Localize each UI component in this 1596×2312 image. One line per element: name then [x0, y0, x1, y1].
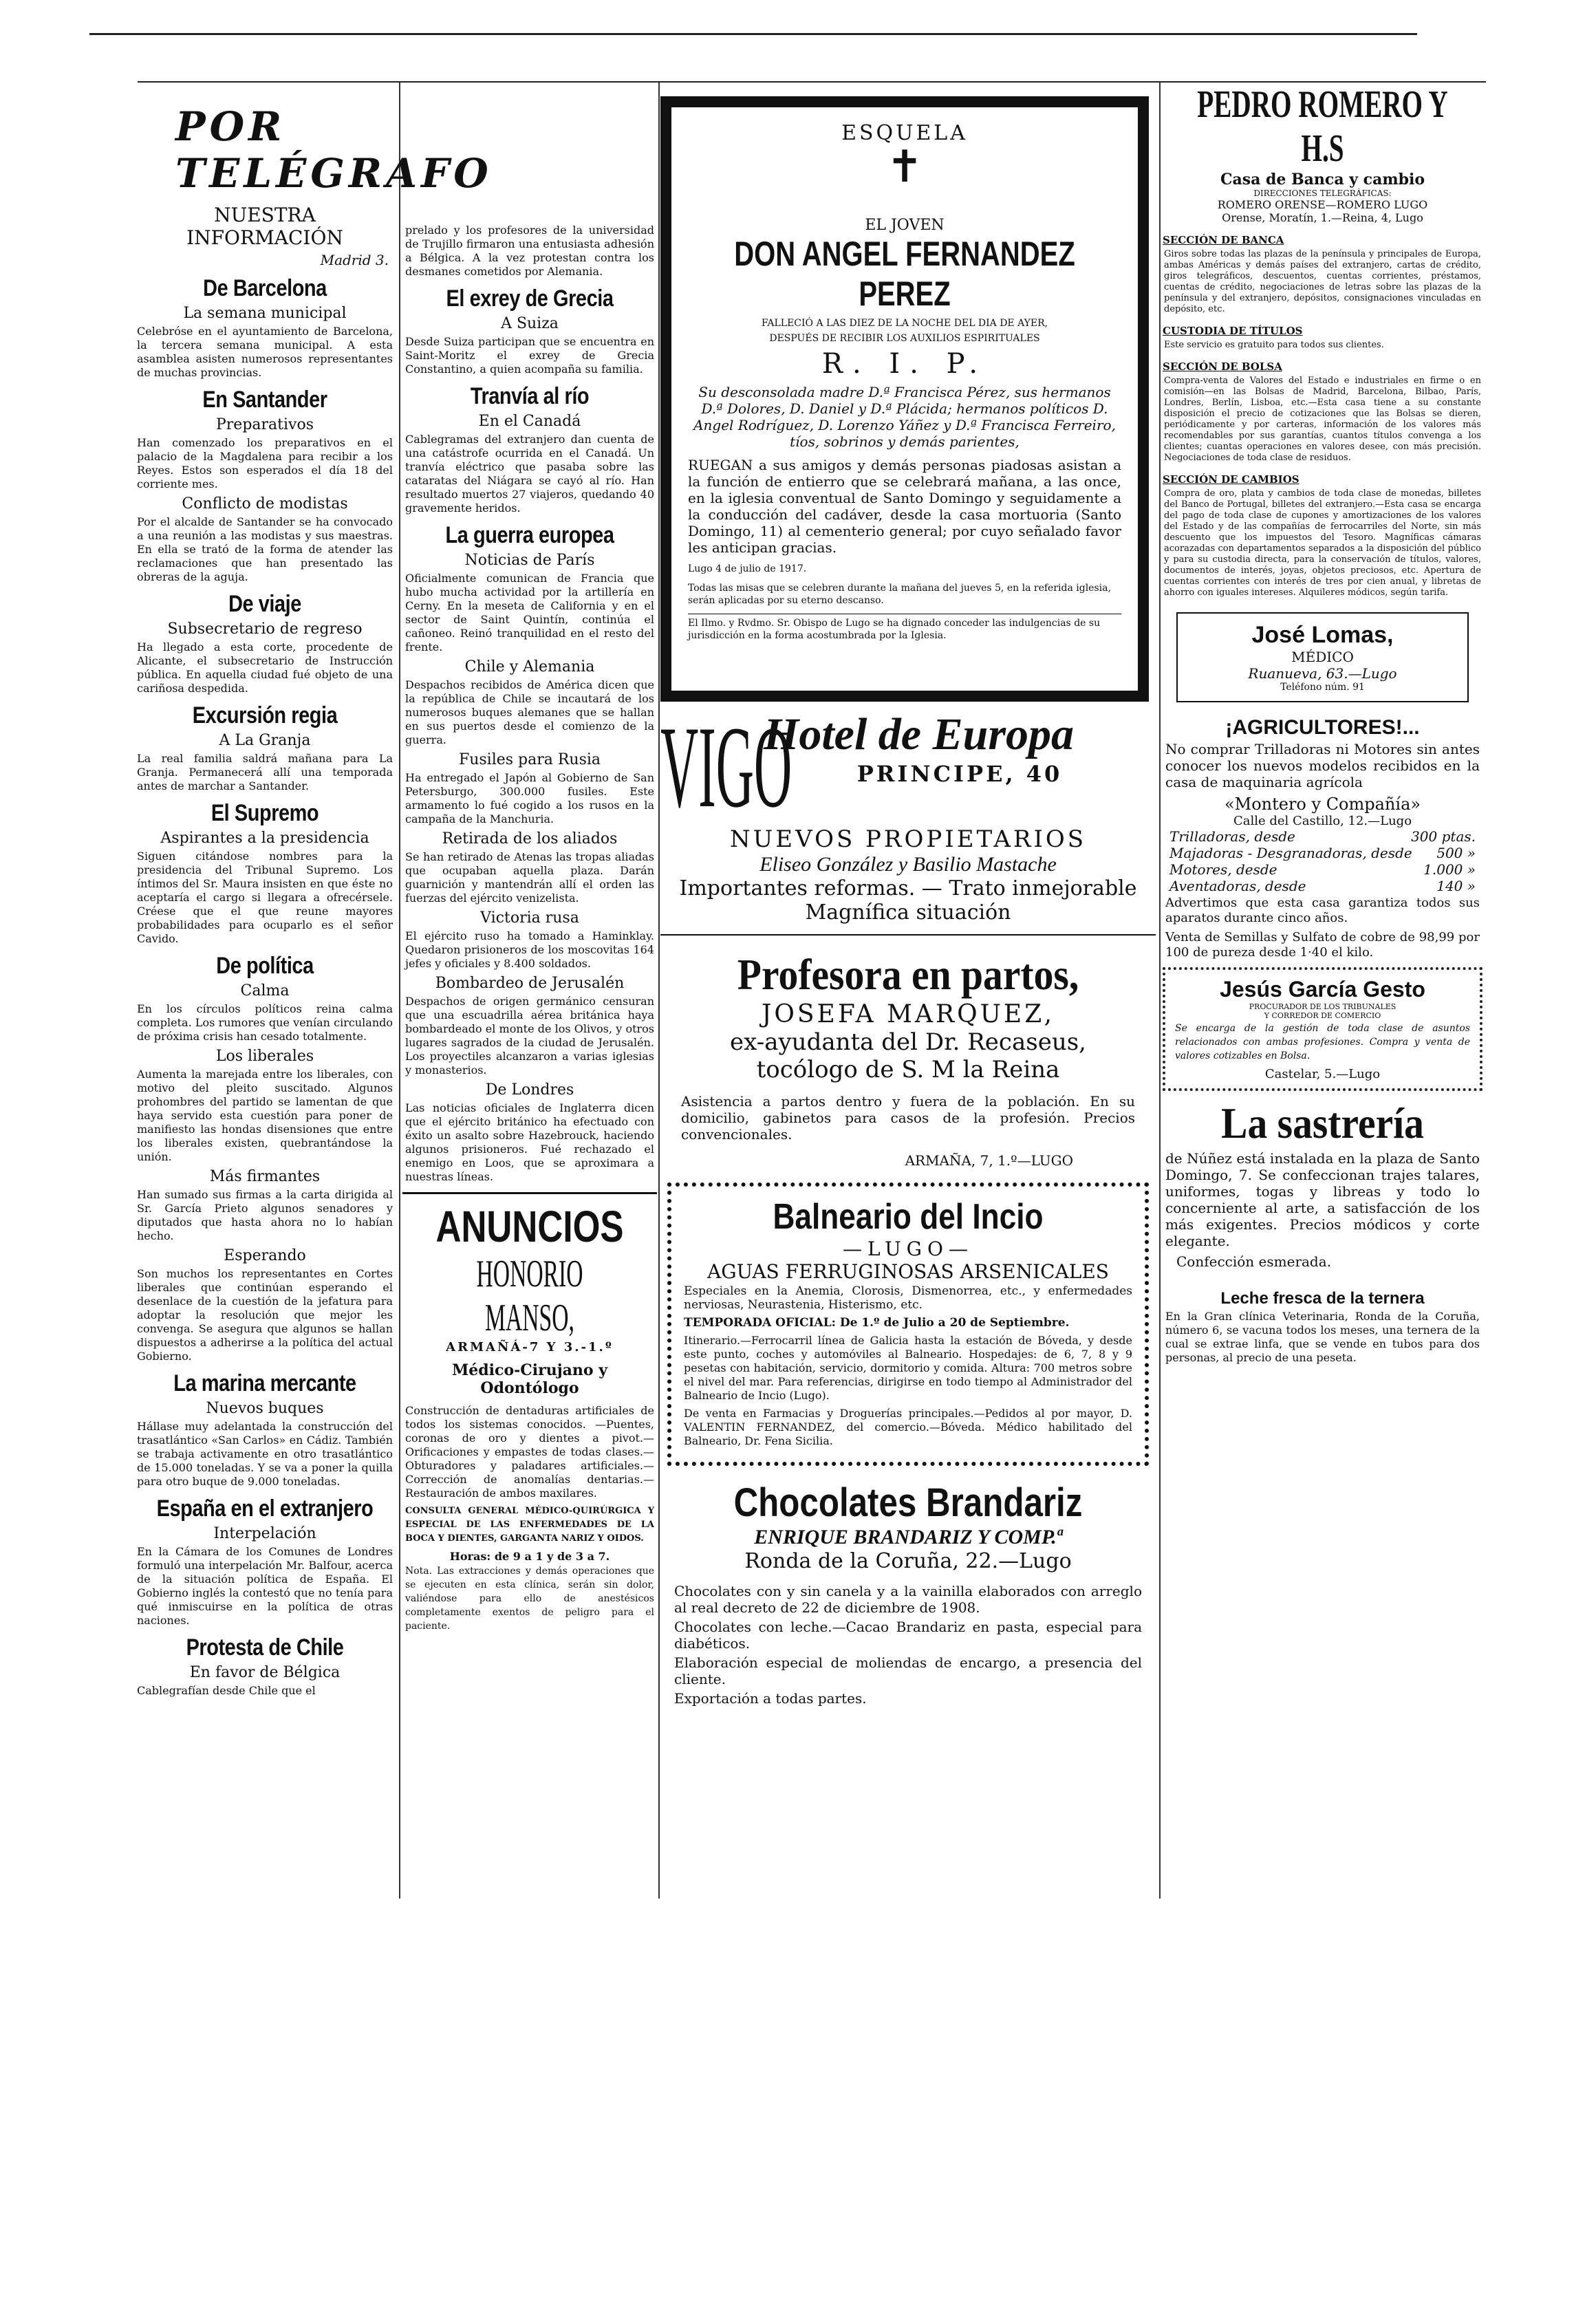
lomas-phone: Teléfono núm. 91 — [1280, 682, 1365, 693]
column-divider — [658, 83, 660, 1899]
section-subheading: Bombardeo de Jerusalén — [435, 975, 625, 992]
profesora-name: JOSEFA MARQUEZ, — [761, 1000, 1055, 1028]
romero-sub: Casa de Banca y cambio — [1220, 171, 1425, 188]
chocolates-owner: ENRIQUE BRANDARIZ Y COMP.ª — [754, 1526, 1062, 1548]
romero-section-title: SECCIÓN DE BOLSA — [1163, 360, 1282, 373]
obituary-date: Lugo 4 de julio de 1917. — [688, 563, 807, 574]
section-subheading: Chile y Alemania — [464, 658, 595, 676]
section-subheading: Victoria rusa — [480, 909, 579, 927]
agricultores-title: ¡AGRICULTORES!... — [1225, 716, 1420, 739]
honorio-nota: Nota. Las extracciones y demás operaciones que se ejecuten en esta clínica, serán sin dolor, valiéndose para ello de anestésicos completamente exentos de peligro para el paciente. — [405, 1566, 654, 1632]
section-subheading: Fusiles para Rusia — [458, 751, 601, 768]
price-row — [1169, 861, 1476, 878]
news-paragraph: Oficialmente comunican de Francia que hubo mucha actividad por la artillería en Cerny. En la meseta de California y en el sector de Saint Quintín, continúa el cañoneo. Reinó tranquilidad en el resto del frente. — [405, 572, 654, 653]
chocolates-text3: Elaboración especial de moliendas de encargo, a presencia del cliente. — [674, 1654, 1142, 1687]
hotel-address: PRINCIPE, 40 — [856, 761, 1063, 787]
news-list — [134, 275, 396, 1698]
news-paragraph: Ha llegado a esta corte, procedente de Alicante, el subsecretario de Instrucción pública. En aquella ciudad fué objeto de una cariñosa despedida. — [137, 640, 393, 695]
news-paragraph: En los círculos políticos reina calma completa. Los rumores que venían circulando de próxima crisis han cesado totalmente. — [137, 1002, 393, 1043]
section-subheading: Los liberales — [215, 1048, 314, 1065]
news-paragraph: Cablegrafían desde Chile que el — [137, 1684, 316, 1697]
honorio-title: Médico-Cirujano y Odontólogo — [451, 1361, 608, 1397]
price-item: Trilladoras, desde — [1169, 828, 1295, 845]
price-list — [1163, 828, 1482, 894]
hotel-name: Hotel de Europa — [764, 709, 1075, 759]
hotel-city: VIGO — [660, 702, 792, 832]
news-paragraph: Se han retirado de Atenas las tropas aliadas que ocupaban aquella plaza. Darán guarnición y mantendrán allí el orden las fuerzas del ejército venizelista. — [405, 850, 654, 905]
section-heading: Excursión regia — [192, 702, 338, 728]
romero-section-text: Giros sobre todas las plazas de la península y principales de Europa, ambas Américas y demás países del extranjero, cartas de crédito, giros telegráficos, descuentos, cuentas corrientes, préstamos, cuentas de crédito, negociaciones de letras sobre las plazas de la península y del extranjero, depósitos, consignaciones vinculadas en depósito, etc. — [1164, 249, 1481, 314]
price-value: 300 ptas. — [1411, 828, 1476, 845]
price-item: Motores, desde — [1169, 861, 1277, 878]
sastreria-title: La sastrería — [1221, 1099, 1424, 1147]
sastreria-confeccion: Confección esmerada. — [1176, 1253, 1332, 1270]
agricultores-text1: No comprar Trilladoras ni Motores sin antes conocer los nuevos modelos recibidos en la casa de maquinaria agrícola — [1165, 741, 1480, 790]
cross-icon: ✝ — [886, 142, 923, 193]
telegraph-column — [134, 65, 493, 1923]
leche-title: Leche fresca de la ternera — [1220, 1289, 1425, 1308]
section-subheading: Aspirantes a la presidencia — [160, 830, 369, 847]
romero-section-title: SECCIÓN DE BANCA — [1163, 234, 1284, 246]
romero-telegraf: ROMERO ORENSE—ROMERO LUGO — [1217, 198, 1428, 211]
section-subheading: Retirada de los aliados — [442, 830, 618, 847]
obituary-misas: Todas las misas que se celebren durante la mañana del jueves 5, en la referida iglesia, serán aplicadas por su eterno descanso. — [688, 583, 1111, 606]
section-subheading: Calma — [240, 982, 290, 1000]
section-heading: De política — [216, 953, 314, 979]
obituary-obispo: El Ilmo. y Rvdmo. Sr. Obispo de Lugo se ha dignado conceder las indulgencias de su jurisdicción en la forma acostumbrada por la Iglesia. — [688, 614, 1121, 642]
chocolates-text4: Exportación a todas partes. — [674, 1690, 867, 1707]
garcia-name: Jesús García Gesto — [1220, 977, 1425, 1002]
section-subheading: En el Canadá — [478, 413, 581, 430]
section-heading: De Barcelona — [203, 275, 327, 301]
lomas-address: Ruanueva, 63.—Lugo — [1248, 665, 1397, 682]
news-paragraph: Cablegramas del extranjero dan cuenta de una catástrofe ocurrida en el Canadá. Un tranvía eléctrico que pasaba sobre las cataratas del Niágara se cayó al río. Han resultado muertos 27 viajeros, quedando 40 gravemente heridos. — [405, 433, 654, 515]
romero-address: Orense, Moratín, 1.—Reina, 4, Lugo — [1222, 211, 1423, 224]
section-subheading: Conflicto de modistas — [182, 495, 348, 512]
column-divider — [1159, 83, 1161, 1899]
section-subheading: De Londres — [485, 1081, 574, 1099]
agricultores-text2: Advertimos que esta casa garantiza todos sus aparatos durante cinco años. — [1165, 896, 1480, 925]
garcia-text: Se encarga de la gestión de toda clase de asuntos relacionados con ambas profesiones. Compra y venta de valores cotizables en Bolsa. — [1175, 1023, 1470, 1061]
section-subheading: Nuevos buques — [206, 1400, 324, 1417]
hotel-nuevos: NUEVOS PROPIETARIOS — [729, 825, 1087, 853]
balneario-temporada: TEMPORADA OFICIAL: De 1.º de Julio a 20 de Septiembre. — [684, 1316, 1070, 1330]
news-paragraph: Son muchos los representantes en Cortes liberales que continúan esperando el desenlace de la cuestión de la jefatura para adoptar la resolución que mejor les convenga. Se asegura que algunos se hallan dispuestos a adherirse a la política del actual Gobierno. — [137, 1267, 393, 1363]
garcia-address: Castelar, 5.—Lugo — [1264, 1067, 1381, 1081]
romero-section-text: Compra de oro, plata y cambios de toda clase de monedas, billetes del Banco de Portugal, billetes del extranjero.—Esta casa se encarga del pago de toda clase de cupones y amortizaciones de los valores del Estado y de las compañías de ferrocarriles del Norte, sin más descuento que los impuestos del Tesoro. Magníficas cámaras acorazadas con departamentos separados a la disposición del público y para su custodia directa, para la conservación de títulos, valores, documentos de interés, joyas, objetos preciosos, etc. Apertura de cuentas corrientes con interés de tres por cien anual, y libretas de ahorro con iguales intereses. Alquileres módicos, según tarifa. — [1164, 488, 1481, 598]
divider — [660, 934, 1156, 936]
chocolates-text2: Chocolates con leche.—Cacao Brandariz en pasta, especial para diabéticos. — [674, 1619, 1142, 1652]
news-paragraph: Aumenta la marejada entre los liberales, con motivo del pleito suscitado. Algunos prohombres del partido se lamentan de que haya servido esta cuestión para poner de manifiesto las hondas disensiones que entre los liberales existen, quebrantándose la unión. — [137, 1068, 393, 1163]
romero-title: PEDRO ROMERO Y H.S — [1197, 83, 1448, 170]
balneario-venta: De venta en Farmacias y Droguerías principales.—Pedidos al por mayor, D. VALENTIN FERNANDEZ, del comercio.—Bóveda. Médico habilitado del Balneario, Dr. Fena Sicilia. — [684, 1407, 1132, 1447]
hotel-owners: Eliseo González y Basilio Mastache — [759, 853, 1057, 876]
leche-text: En la Gran clínica Veterinaria, Ronda de la Coruña, número 6, se vacuna todos los meses, una ternera de la cual se extrae linfa, que se vende en tubos para dos personas, al precio de una peseta. — [1165, 1310, 1480, 1364]
balneario-city: —LUGO— — [843, 1238, 973, 1260]
section-heading: La marina mercante — [173, 1370, 356, 1396]
agricultores-firm: «Montero y Compañía» — [1224, 795, 1421, 814]
price-item: Aventadoras, desde — [1169, 878, 1306, 894]
obituary-name: DON ANGEL FERNANDEZ PEREZ — [734, 235, 1075, 313]
profesora-address: ARMAÑA, 7, 1.º—LUGO — [905, 1152, 1073, 1169]
profesora-ex: ex-ayudanta del Dr. Recaseus, — [730, 1028, 1086, 1056]
news-column-2 — [402, 65, 657, 1923]
hotel-ad — [660, 702, 1156, 832]
section-heading: El Supremo — [211, 800, 319, 826]
obituary-family: Su desconsolada madre D.ª Francisca Pérez, sus hermanos D.ª Dolores, D. Daniel y D.ª Plácida; hermanos políticos D. Angel Rodríguez, D. Lorenzo Yáñez y D.ª Francisca Ferreiro, tíos, sobrinos y demás parientes, — [693, 384, 1116, 450]
section-subheading: En favor de Bélgica — [189, 1664, 341, 1681]
lomas-title: MÉDICO — [1291, 649, 1354, 665]
chocolates-title: Chocolates Brandariz — [733, 1480, 1083, 1525]
news-paragraph: Han comenzado los preparativos en el palacio de la Magdalena para recibir a los Reyes. Estos son esperados el día 18 del corriente mes. — [137, 436, 393, 490]
news-lead: prelado y los profesores de la universidad de Trujillo firmaron una entusiasta adhesión a Bélgica. A la vez protestan contra los desmanes cometidos por Alemania. — [405, 224, 654, 278]
price-item: Majadoras - Desgranadoras, desde — [1169, 845, 1412, 861]
balneario-ad — [667, 1182, 1149, 1466]
news-paragraph: Por el alcalde de Santander se ha convocado a una reunión a las modistas y sus maestras. En ella se trató de la forma de atender las reclamaciones que han presentado las obreras de la aguja. — [137, 515, 393, 583]
romero-section-title: CUSTODIA DE TÍTULOS — [1163, 325, 1303, 337]
profesora-asistencia: Asistencia a partos dentro y fuera de la población. En su domicilio, gabinetos para casos de la profesión. Precios convencionales. — [681, 1093, 1135, 1143]
balneario-especiales: Especiales en la Anemia, Clorosis, Dismenorrea, etc., y enfermedades nerviosas, Neurastenia, Histerismo, etc. — [684, 1284, 1132, 1312]
section-subheading: Subsecretario de regreso — [167, 620, 363, 638]
romero-section-text: Este servicio es gratuito para todos sus clientes. — [1164, 340, 1384, 350]
section-subheading: Interpelación — [213, 1525, 316, 1542]
section-subheading: Esperando — [224, 1247, 306, 1264]
news-paragraph: Desde Suiza participan que se encuentra en Saint-Moritz el exrey de Grecia Constantino, a quien acompaña su familia. — [405, 335, 654, 376]
dateline: Madrid 3. — [320, 252, 389, 268]
price-value: 500 » — [1436, 845, 1476, 861]
romero-section-title: SECCIÓN DE CAMBIOS — [1163, 473, 1300, 486]
honorio-address: ARMAÑÁ-7 Y 3.-1.º — [446, 1340, 614, 1354]
obituary-rip: R. I. P. — [821, 348, 988, 380]
garcia-sub: PROCURADOR DE LOS TRIBUNALES — [1249, 1002, 1396, 1011]
news-paragraph: Ha entregado el Japón al Gobierno de San Petersburgo, 300.000 fusiles. Este armamento lo fué cogido a los rusos en la campaña de la Manchuria. — [405, 771, 654, 825]
section-subheading: La semana municipal — [183, 305, 347, 322]
price-row — [1169, 845, 1476, 861]
news-paragraph: El ejército ruso ha tomado a Haminklay. Quedaron prisioneros de los moscovitas 164 jefes y oficiales y 8.400 soldados. — [405, 929, 654, 970]
telegraph-subtitle: NUESTRA INFORMACIÓN — [186, 204, 343, 249]
lomas-ad — [1176, 612, 1469, 702]
section-subheading: Más firmantes — [209, 1168, 321, 1185]
divider — [402, 1192, 657, 1194]
section-subheading: Noticias de París — [464, 552, 595, 569]
section-heading: España en el extranjero — [156, 1495, 374, 1522]
news-paragraph: Han sumado sus firmas a la carta dirigida al Sr. García Prieto algunos senadores y diputados que hasta ahora no lo habían hecho. — [137, 1188, 393, 1242]
section-subheading: Preparativos — [215, 416, 314, 433]
section-heading: De viaje — [228, 591, 301, 617]
news-paragraph: Despachos de origen germánico censuran que una escuadrilla aérea británica haya bombardeado el monte de los Olivos, y otros lugares sagrados de la ciudad de Jerusalén. Los proyectiles alcanzaron a varias iglesias y monasterios. — [405, 995, 654, 1077]
obituary-header: ESQUELA — [841, 121, 968, 145]
chocolates-text1: Chocolates con y sin canela y a la vainilla elaborados con arreglo al real decreto de 22 de diciembre de 1908. — [674, 1583, 1142, 1616]
section-heading: Protesta de Chile — [186, 1634, 344, 1661]
news-paragraph: Las noticias oficiales de Inglaterra dicen que el ejército británico ha efectuado con éxito un asalto sobre Hazebrouck, haciendo algunos prisioneros. Fué rechazado el enemigo en Loos, que se aproximara a nuestras líneas. — [405, 1101, 654, 1183]
lomas-name: José Lomas, — [1251, 622, 1394, 648]
honorio-horas: Horas: de 9 a 1 y de 3 a 7. — [449, 1550, 610, 1563]
chocolates-address: Ronda de la Coruña, 22.—Lugo — [744, 1549, 1072, 1573]
obituary — [660, 96, 1149, 702]
news-paragraph: Siguen citándose nombres para la presidencia del Tribunal Supremo. Los íntimos del Sr. Maura insisten en que éste no aceptaría el cargo si llegara a ofrecérsele. Créese que el que reune mayores probabilidades para ocuparlo es el señor Cavido. — [137, 850, 393, 945]
agricultores-text3: Venta de Semillas y Sulfato de cobre de 98,99 por 100 de pureza desde 1·40 el kilo. — [1165, 930, 1480, 960]
news-paragraph: Despachos recibidos de América dicen que la república de Chile se incautará de los numerosos buques alemanes que se hallan en sus puertos desde el comienzo de la guerra. — [405, 678, 654, 746]
price-row — [1169, 828, 1476, 845]
ads-column-right — [1163, 65, 1482, 1923]
section-heading: Tranvía al río — [470, 383, 590, 409]
section-subheading: A La Granja — [219, 732, 311, 749]
obituary-ruegan: RUEGAN a sus amigos y demás personas piadosas asistan a la función de entierro que se celebrará mañana, a las once, en la iglesia conventual de Santo Domingo y seguidamente a la conducción del cadáver, desde la casa mortuoria (Santo Domingo, 11) al cementerio general; por cuyo señalado favor les anticipan gracias. — [688, 457, 1121, 556]
honorio-text: Construcción de dentaduras artificiales de todos los sistemas conocidos. —Puentes, coronas de oro y dientes a pivot.—Orificaciones y empastes de todas clases.—Obturadores y paladares artificiales.—Corrección de anomalías dentarias.—Restauración de ambos maxilares. — [405, 1404, 654, 1500]
garcia-ad — [1163, 967, 1482, 1091]
section-subheading: A Suiza — [501, 315, 559, 332]
news-paragraph: Hállase muy adelantada la construcción del trasatlántico «San Carlos» en Cádiz. También se trabaja activamente en otro trasatlántico de 15.000 toneladas. Y se va a poner la quilla para otro buque de 9.000 toneladas. — [137, 1420, 393, 1488]
section-heading: La guerra europea — [445, 522, 614, 548]
news-paragraph: En la Cámara de los Comunes de Londres formuló una interpelación Mr. Balfour, acerca de la situación política de España. El Gobierno inglés la contestó que no tenía para qué inmiscuirse en la política de otras naciones. — [137, 1545, 393, 1627]
agricultores-address: Calle del Castillo, 12.—Lugo — [1233, 814, 1412, 828]
news-paragraph: La real familia saldrá mañana para La Granja. Permanecerá allí una temporada antes de marchar a Santander. — [137, 752, 393, 792]
balneario-title: Balneario del Incio — [773, 1197, 1044, 1237]
price-value: 1.000 » — [1423, 861, 1476, 878]
telegraph-title: POR TELÉGRAFO — [175, 103, 493, 197]
profesora-tocologo: tocólogo de S. M la Reina — [756, 1056, 1060, 1083]
section-heading: En Santander — [202, 387, 327, 413]
profesora-title: Profesora en partos, — [737, 950, 1079, 999]
romero-section-text: Compra-venta de Valores del Estado e industriales en firme o en comisión—en las Bolsas de Madrid, Barcelona, Bilbao, París, Londres, Berlín, Lisboa, etc.—Esta casa tiene a su constante disposición el precio de cotizaciones que las Bolsas se dieren, periódicamente y por carteras, información de los valores más recomendables por sus garantías, cuantos títulos convenga a los clientes; cuantas operaciones en valores desee, con más precisión. Negociaciones de toda clase de residuos. — [1164, 376, 1481, 463]
honorio-consulta: CONSULTA GENERAL MÉDICO-QUIRÚRGICA Y ESPECIAL DE LAS ENFERMEDADES DE LA BOCA Y DIENTES, GARGANTA NARIZ Y OIDOS. — [405, 1506, 654, 1544]
garcia-sub2: Y CORREDOR DE COMERCIO — [1264, 1011, 1381, 1020]
balneario-itinerario: Itinerario.—Ferrocarril línea de Galicia hasta la estación de Bóveda, y desde este punto, coches y automóviles al Balneario. Hospedajes: de 6, 7, 8 y 9 pesetas con habitación, servicio, dormitorio y comida. Altura: 700 metros sobre el nivel del mar. Para referencias, dirigirse en todo tiempo al Administrador del Balneario de Incio (Lugo). — [684, 1334, 1132, 1402]
obituary-el-joven: EL JOVEN — [865, 217, 945, 234]
anuncios-title: ANUNCIOS — [435, 1202, 624, 1251]
hotel-situacion: Magnífica situación — [805, 900, 1011, 925]
honorio-name: HONORIO MANSO, — [476, 1253, 583, 1339]
romero-telegraf-label: DIRECCIONES TELEGRÁFICAS: — [1253, 188, 1392, 198]
column-divider — [399, 83, 400, 1899]
ads-column — [660, 65, 1156, 1923]
obituary-fallecio: FALLECIÓ A LAS DIEZ DE LA NOCHE DEL DIA DE AYER, — [761, 318, 1048, 329]
news-list — [402, 285, 657, 1184]
hotel-reformas: Importantes reformas. — Trato inmejorable — [679, 876, 1137, 900]
news-paragraph: Celebróse en el ayuntamiento de Barcelona, la tercera semana municipal. A esta asamblea asisten numerosos representantes de muchas provincias. — [137, 325, 393, 379]
price-row — [1169, 878, 1476, 894]
sastreria-text: de Núñez está instalada en la plaza de Santo Domingo, 7. Se confeccionan trajes talares, uniformes, togas y libreas y todo lo concerniente al arte, a satisfacción de los más exigentes. Precios módicos y corte elegante. — [1165, 1150, 1480, 1249]
obituary-despues: DESPUÉS DE RECIBIR LOS AUXILIOS ESPIRITUALES — [769, 333, 1040, 344]
price-value: 140 » — [1436, 878, 1476, 894]
balneario-aguas: AGUAS FERRUGINOSAS ARSENICALES — [707, 1260, 1109, 1283]
romero-sections — [1163, 234, 1482, 598]
section-heading: El exrey de Grecia — [446, 285, 614, 312]
top-rule — [89, 33, 1417, 35]
